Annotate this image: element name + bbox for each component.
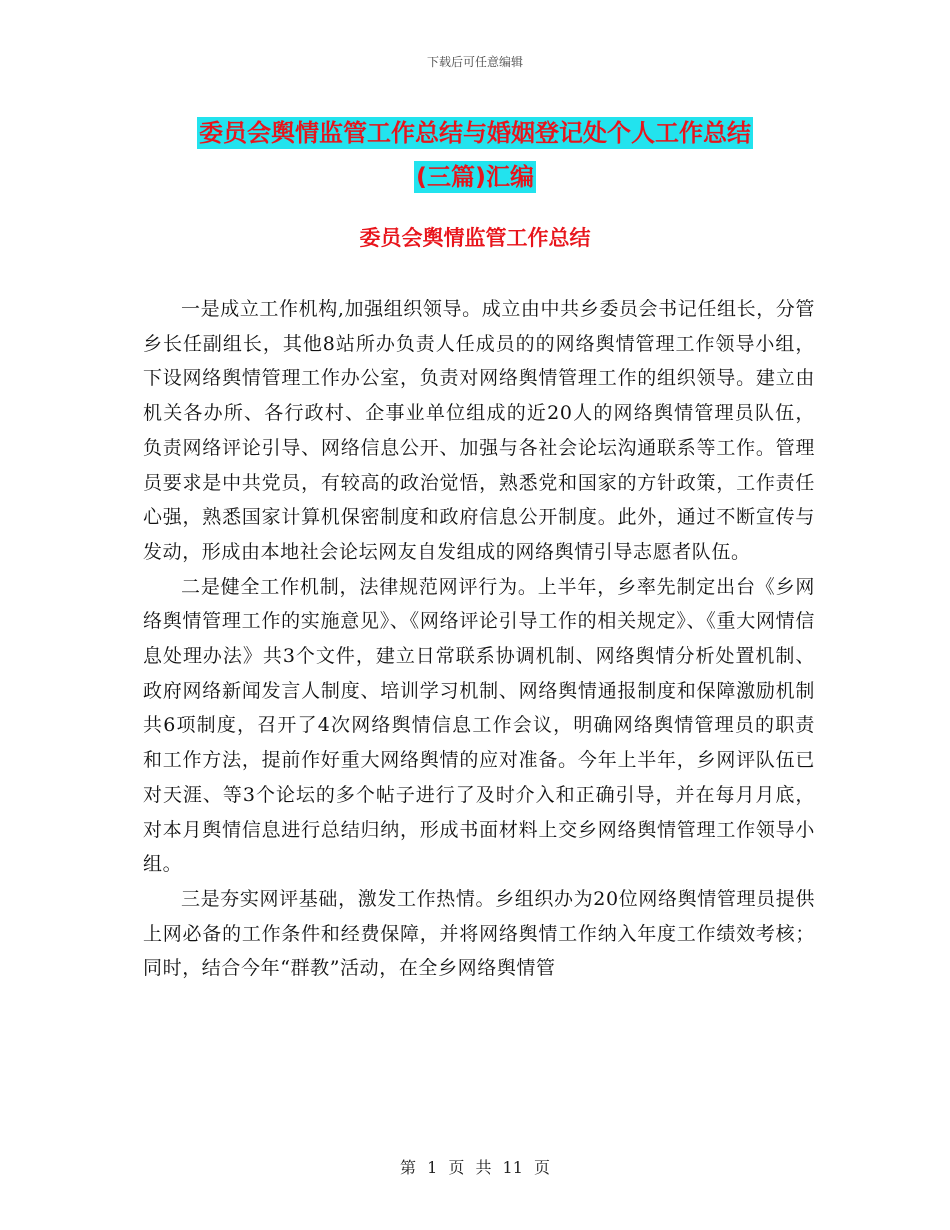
body-paragraph-3: 三是夯实网评基础，激发工作热情。乡组织办为20位网络舆情管理员提供上网必备的工作条件和经费保障，并将网络舆情工作纳入年度工作绩效考核；同时，结合今年“群教”活动，在全乡网络舆情管 [143,887,815,980]
document-title-text-1: 委员会舆情监管工作总结与婚姻登记处个人工作总结 [199,119,751,147]
page-header-note: 下载后可任意编辑 [426,55,523,69]
page-number-footer: 第 1 页 共 11 页 [400,1158,550,1177]
document-body [143,292,815,986]
body-paragraph-2: 二是健全工作机制，法律规范网评行为。上半年，乡率先制定出台《乡网络舆情管理工作的实施意见》、《网络评论引导工作的相关规定》、《重大网情信息处理办法》共3个文件，建立日常联系协调机制、网络舆情分析处置机制、政府网络新闻发言人制度、培训学习机制、网络舆情通报制度和保障激励机制共6项制度，召开了4次网络舆情信息工作会议，明确网络舆情管理员的职责和工作方法，提前作好重大网络舆情的应对准备。今年上半年，乡网评队伍已对天涯、等3个论坛的多个帖子进行了及时介入和正确引导，并在每月月底，对本月舆情信息进行总结归纳，形成书面材料上交乡网络舆情管理工作领导小组。 [143,575,815,876]
document-title-line-1 [0,113,950,148]
document-title-text-2: (三篇)汇编 [416,163,534,191]
document-title-line-2 [0,157,950,192]
section-heading: 委员会舆情监管工作总结 [359,226,591,250]
body-paragraph-1: 一是成立工作机构,加强组织领导。成立由中共乡委员会书记任组长，分管乡长任副组长，其他8站所办负责人任成员的的网络舆情管理工作领导小组，下设网络舆情管理工作办公室，负责对网络舆情管理工作的组织领导。建立由机关各办所、各行政村、企事业单位组成的近20人的网络舆情管理员队伍，负责网络评论引导、网络信息公开、加强与各社会论坛沟通联系等工作。管理员要求是中共党员，有较高的政治觉悟，熟悉党和国家的方针政策，工作责任心强，熟悉国家计算机保密制度和政府信息公开制度。此外，通过不断宣传与发动，形成由本地社会论坛网友自发组成的网络舆情引导志愿者队伍。 [143,298,815,563]
